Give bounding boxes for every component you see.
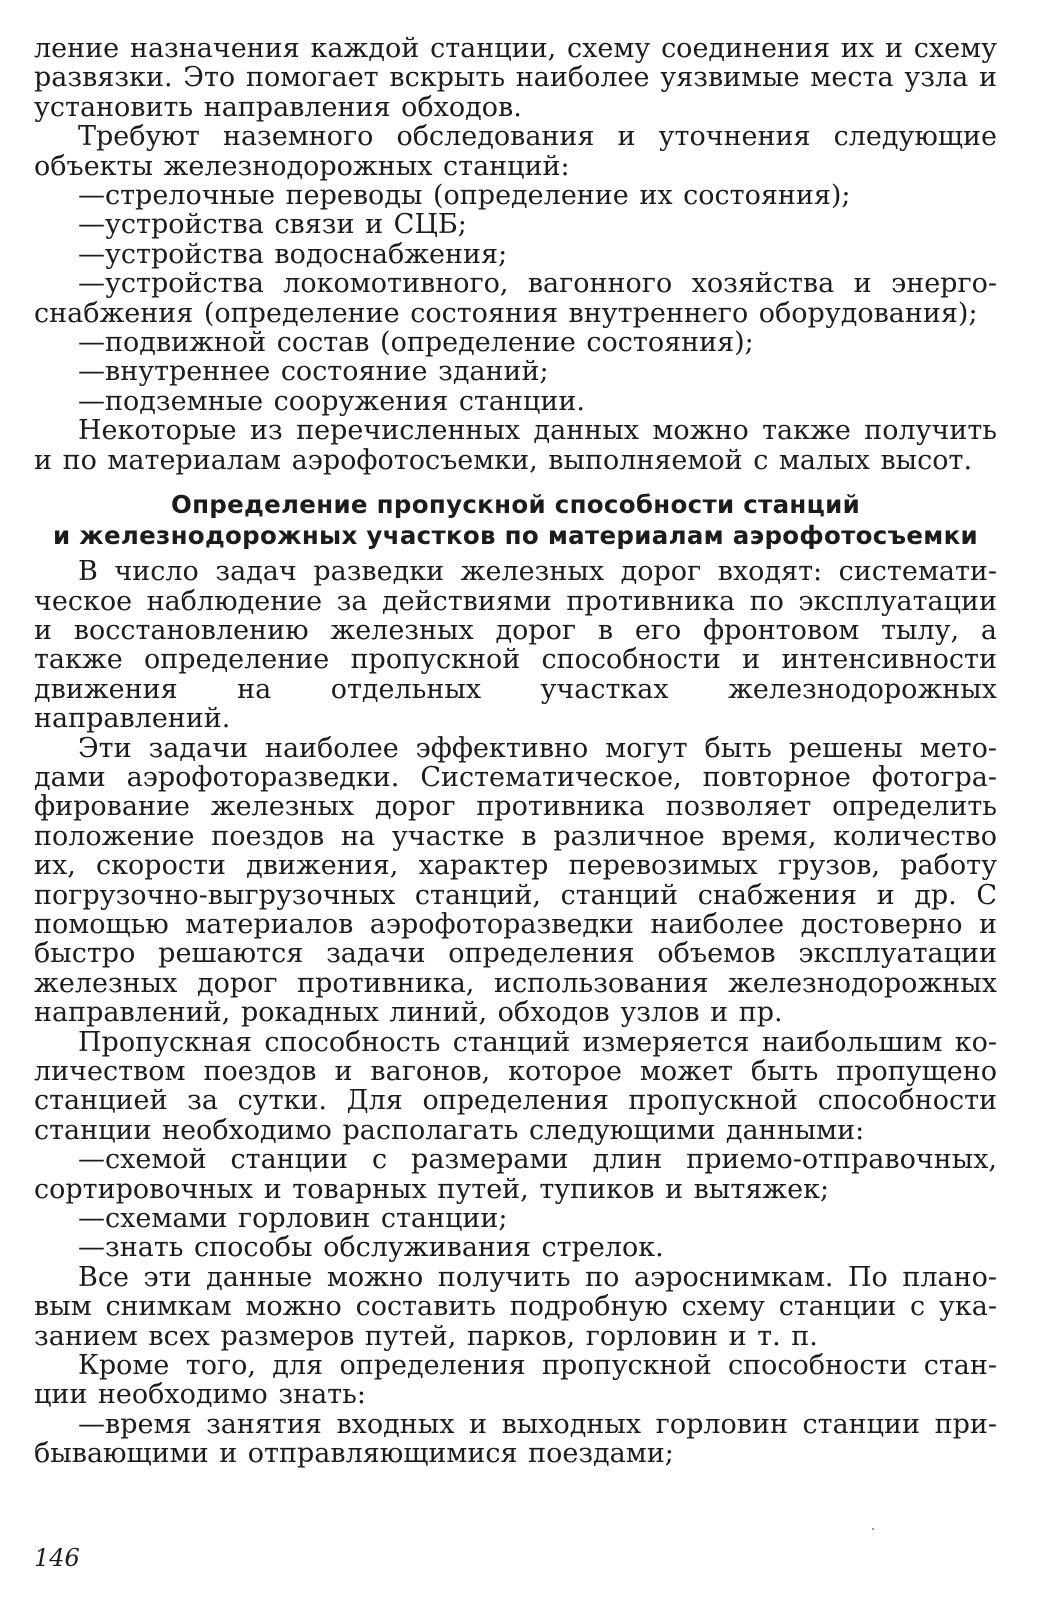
paragraph-aerial-methods: Эти задачи наиболее эффективно могут быть решены методами аэрофоторазведки. Систематическое, повторное фотографирование железных дорог противника позволяет определить положение поездов на участке в различное время, количество их, скорости движения, характер перевозимых грузов, работу погрузочно-выгрузочных станций, станций снабжения и др. С помощью материалов аэрофоторазведки наиболее достоверно и быстро решаются задачи определения объемов эксплуатации железных дорог противника, использования железнодорожных направлений, рокадных линий, обходов узлов и пр. bbox=[34, 732, 997, 1029]
list-item-switch-servicing: —знать способы обслуживания стрелок. bbox=[78, 1232, 664, 1264]
paragraph-also-needed: Кроме того, для определения пропускной способности станции необходимо знать: bbox=[34, 1350, 997, 1411]
paragraph-capacity-definition: Пропускная способность станций измеряется наибольшим количеством поездов и вагонов, которое может быть пропущено станцией за сутки. Для определения пропускной способности станции необходимо располагать следующими данными: bbox=[34, 1026, 997, 1146]
list-item-station-scheme: —схемой станции с размерами длин приемо-отправочных, сортировочных и товарных путей, тупиков и вытяжек; bbox=[34, 1144, 997, 1205]
list-item-throat-occupancy: —время занятия входных и выходных горловин станции прибывающими и отправляющимися поездами; bbox=[34, 1408, 997, 1470]
page-number: 146 bbox=[34, 1544, 80, 1572]
text-block-top bbox=[34, 34, 997, 475]
book-page bbox=[34, 34, 997, 1469]
paragraph-recon-tasks: В число задач разведки железных дорог входят: систематическое наблюдение за действиями противника по эксплуатации и восстановлению железных дорог в его фронтовом тылу, а также определение пропускной способности и интенсивности движения на отдельных участках железнодорожных направлений. bbox=[34, 556, 997, 735]
list-item-communications: —устройства связи и СЦБ; bbox=[78, 209, 467, 241]
section-heading-line-2: и железнодорожных участков по материалам аэрофотосъемки bbox=[53, 521, 978, 551]
list-item-underground: —подземные сооружения станции. bbox=[78, 385, 585, 417]
print-speck bbox=[872, 1528, 874, 1530]
text-block-bottom bbox=[34, 557, 997, 1469]
list-item-buildings: —внутреннее состояние зданий; bbox=[78, 356, 549, 388]
list-item-water-supply: —устройства водоснабжения; bbox=[78, 238, 508, 270]
list-item-rolling-stock: —подвижной состав (определение состояния); bbox=[78, 327, 754, 359]
list-item-locomotive-facilities: —устройства локомотивного, вагонного хозяйства и энергоснабжения (определение состояния внутреннего оборудования); bbox=[34, 268, 997, 329]
paragraph-continuation: ление назначения каждой станции, схему соединения их и схему развязки. Это помогает вскрыть наиболее уязвимые места узла и установить направления обходов. bbox=[34, 33, 997, 123]
paragraph-aerial-photos: Все эти данные можно получить по аэроснимкам. По плановым снимкам можно составить подробную схему станции с указанием всех размеров путей, парков, горловин и т. п. bbox=[34, 1261, 997, 1352]
section-heading-line-1: Определение пропускной способности станций bbox=[170, 490, 861, 520]
list-item-switches: —стрелочные переводы (определение их состояния); bbox=[78, 180, 851, 212]
paragraph-objects-intro: Требуют наземного обследования и уточнения следующие объекты железнодорожных станций: bbox=[34, 121, 997, 182]
list-item-throat-schemes: —схемами горловин станции; bbox=[78, 1203, 508, 1235]
paragraph-low-altitude: Некоторые из перечисленных данных можно также получить и по материалам аэрофотосъемки, выполняемой с малых высот. bbox=[34, 415, 997, 476]
section-heading bbox=[34, 489, 997, 551]
